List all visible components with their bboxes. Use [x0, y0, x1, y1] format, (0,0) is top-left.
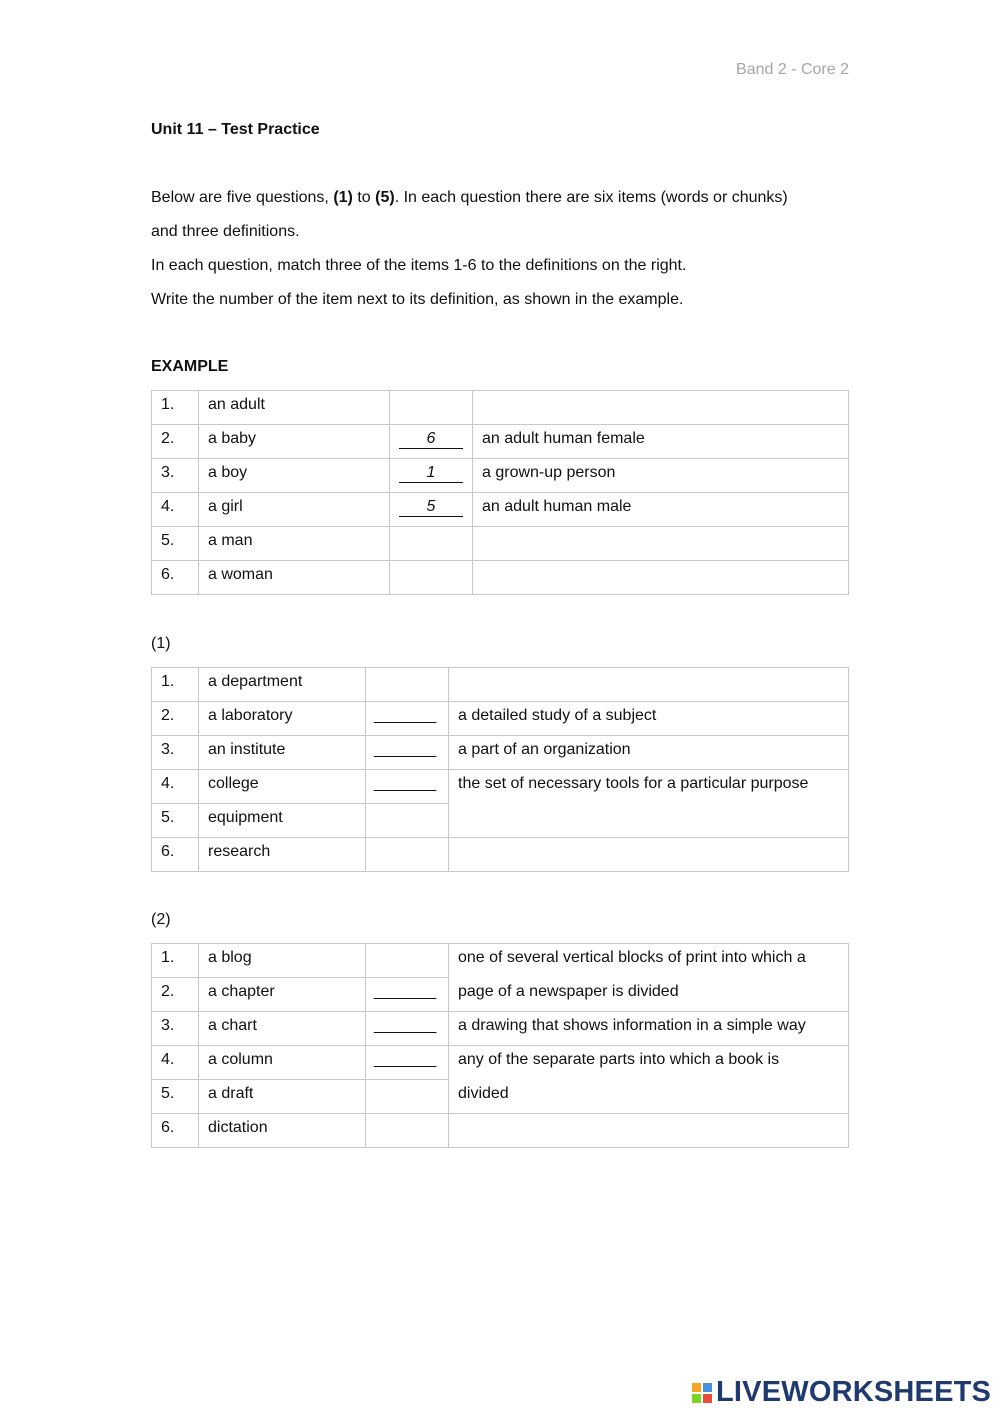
answer-cell — [390, 493, 473, 527]
item-text: a column — [199, 1046, 366, 1080]
definition-cell — [449, 1046, 849, 1114]
row-number: 2. — [152, 702, 199, 736]
header-band-label: Band 2 - Core 2 — [736, 61, 849, 78]
row-number: 6. — [152, 1114, 199, 1148]
definition-text: divided — [458, 1085, 509, 1102]
question-1-table — [151, 667, 849, 872]
definition-text: any of the separate parts into which a book is — [458, 1051, 780, 1068]
item-text: a laboratory — [199, 702, 366, 736]
row-number: 3. — [152, 459, 199, 493]
definition-text: a part of an organization — [449, 736, 849, 770]
table-row — [152, 425, 849, 459]
answer-cell — [366, 1080, 449, 1114]
row-number: 4. — [152, 770, 199, 804]
row-number: 1. — [152, 944, 199, 978]
answer-blank[interactable]: _______ — [366, 1012, 449, 1046]
answer-cell — [390, 459, 473, 493]
row-number: 2. — [152, 978, 199, 1012]
question-2-label: (2) — [151, 911, 171, 928]
row-number: 6. — [152, 561, 199, 595]
logo-text: LIVEWORKSHEETS — [716, 1376, 992, 1408]
definition-text: a drawing that shows information in a simple way — [449, 1012, 849, 1046]
logo-blocks-icon — [692, 1383, 712, 1403]
item-text: dictation — [199, 1114, 366, 1148]
example-answer: 5 — [399, 498, 463, 517]
item-text: a draft — [199, 1080, 366, 1114]
item-text: a chapter — [199, 978, 366, 1012]
definition-text: an adult human male — [473, 493, 849, 527]
example-answer: 6 — [399, 430, 463, 449]
definition-text: one of several vertical blocks of print into which a — [458, 949, 806, 966]
answer-cell — [366, 838, 449, 872]
definition-text: a detailed study of a subject — [449, 702, 849, 736]
definition-cell — [473, 391, 849, 425]
item-text: a baby — [199, 425, 390, 459]
instructions-line-4: Write the number of the item next to its definition, as shown in the example. — [151, 291, 684, 308]
table-row — [152, 527, 849, 561]
row-number: 3. — [152, 1012, 199, 1046]
item-text: a chart — [199, 1012, 366, 1046]
item-text: a girl — [199, 493, 390, 527]
example-heading: EXAMPLE — [151, 358, 229, 375]
answer-cell — [390, 391, 473, 425]
definition-cell — [449, 838, 849, 872]
question-2-table — [151, 943, 849, 1148]
item-text: equipment — [199, 804, 366, 838]
answer-cell — [366, 944, 449, 978]
table-row — [152, 838, 849, 872]
definition-cell — [473, 527, 849, 561]
row-number: 6. — [152, 838, 199, 872]
definition-text: an adult human female — [473, 425, 849, 459]
item-text: a boy — [199, 459, 390, 493]
definition-text: a grown-up person — [473, 459, 849, 493]
answer-cell — [390, 425, 473, 459]
row-number: 3. — [152, 736, 199, 770]
example-answer: 1 — [399, 464, 463, 483]
item-text: a man — [199, 527, 390, 561]
row-number: 1. — [152, 668, 199, 702]
row-number: 4. — [152, 1046, 199, 1080]
answer-cell — [390, 527, 473, 561]
item-text: a blog — [199, 944, 366, 978]
row-number: 5. — [152, 804, 199, 838]
definition-text: page of a newspaper is divided — [458, 983, 679, 1000]
table-row — [152, 391, 849, 425]
definition-cell — [449, 944, 849, 1012]
instructions-line-3: In each question, match three of the items 1-6 to the definitions on the right. — [151, 257, 687, 274]
answer-cell — [366, 804, 449, 838]
table-row — [152, 1012, 849, 1046]
item-text: research — [199, 838, 366, 872]
table-row — [152, 736, 849, 770]
table-row — [152, 1114, 849, 1148]
answer-cell — [390, 561, 473, 595]
item-text: college — [199, 770, 366, 804]
question-1-label: (1) — [151, 635, 171, 652]
answer-blank[interactable]: _______ — [366, 978, 449, 1012]
row-number: 5. — [152, 1080, 199, 1114]
table-row — [152, 1046, 849, 1080]
definition-cell — [473, 561, 849, 595]
item-text: a department — [199, 668, 366, 702]
answer-blank[interactable]: _______ — [366, 770, 449, 804]
table-row — [152, 459, 849, 493]
instructions-line-1: Below are five questions, (1) to (5). In each question there are six items (words or chunks) — [151, 189, 788, 206]
row-number: 1. — [152, 391, 199, 425]
answer-cell — [366, 668, 449, 702]
row-number: 5. — [152, 527, 199, 561]
definition-cell — [449, 668, 849, 702]
table-row — [152, 944, 849, 978]
item-text: a woman — [199, 561, 390, 595]
table-row — [152, 702, 849, 736]
row-number: 4. — [152, 493, 199, 527]
page-title: Unit 11 – Test Practice — [151, 121, 320, 138]
answer-cell — [366, 1114, 449, 1148]
example-table — [151, 390, 849, 595]
answer-blank[interactable]: _______ — [366, 1046, 449, 1080]
item-text: an institute — [199, 736, 366, 770]
table-row — [152, 770, 849, 804]
liveworksheets-logo[interactable] — [692, 1376, 991, 1409]
definition-cell — [449, 1114, 849, 1148]
row-number: 2. — [152, 425, 199, 459]
table-row — [152, 493, 849, 527]
item-text: an adult — [199, 391, 390, 425]
instructions-line-2: and three definitions. — [151, 223, 300, 240]
answer-blank[interactable]: _______ — [366, 702, 449, 736]
definition-text: the set of necessary tools for a particular purpose — [449, 770, 849, 838]
table-row — [152, 668, 849, 702]
instructions — [151, 188, 851, 324]
table-row — [152, 561, 849, 595]
answer-blank[interactable]: _______ — [366, 736, 449, 770]
